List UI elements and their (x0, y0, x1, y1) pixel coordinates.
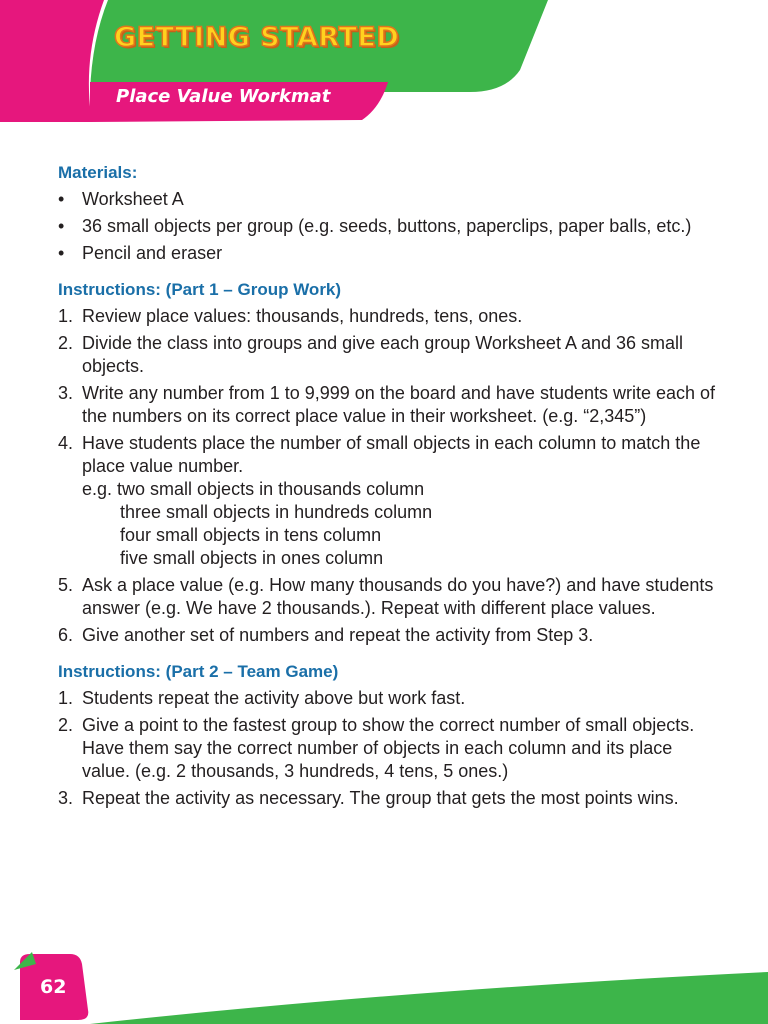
header-banner (0, 0, 768, 130)
page-subtitle: Place Value Workmat (116, 86, 331, 107)
footer-decoration (0, 950, 768, 1024)
list-item: 3. Write any number from 1 to 9,999 on the board and have students write each of the numbers on its correct place value in their worksheet. (e.g. “2,345”) (58, 383, 716, 426)
list-item: 5. Ask a place value (e.g. How many thousands do you have?) and have students answer (e.g. We have 2 thousands.). Repeat with different place values. (58, 575, 714, 618)
page-number: 62 (40, 976, 67, 998)
page-title: GETTING STARTED (114, 22, 400, 53)
list-item: 1. Students repeat the activity above but work fast. (58, 688, 466, 708)
bullet-marker: • (58, 216, 65, 236)
list-item: 2. Give a point to the fastest group to show the correct number of small objects. Have them say the correct number of objects in each column and its place value. (e.g. 2 thousands, 3 hundreds, 4 tens, 5 ones.) (58, 715, 695, 781)
example-line: e.g. two small objects in thousands column (82, 479, 425, 499)
list-item: 6. Give another set of numbers and repeat the activity from Step 3. (58, 625, 594, 645)
example-line: three small objects in hundreds column (120, 502, 433, 522)
example-line: five small objects in ones column (120, 548, 384, 568)
green-footer-wave (90, 972, 768, 1024)
part1-heading: Instructions: (Part 1 – Group Work) (58, 280, 342, 299)
part2-heading: Instructions: (Part 2 – Team Game) (58, 662, 339, 681)
list-item: 2. Divide the class into groups and give each group Worksheet A and 36 small objects. (58, 333, 684, 376)
list-item: • Worksheet A (58, 189, 184, 209)
materials-heading: Materials: (58, 163, 138, 182)
list-item: 1. Review place values: thousands, hundreds, tens, ones. (58, 306, 523, 326)
lesson-content (58, 162, 718, 814)
list-item: • 36 small objects per group (e.g. seeds, buttons, paperclips, paper balls, etc.) (58, 216, 692, 236)
list-item: 3. Repeat the activity as necessary. The group that gets the most points wins. (58, 788, 679, 808)
bullet-marker: • (58, 189, 65, 209)
bullet-marker: • (58, 243, 65, 263)
example-line: four small objects in tens column (120, 525, 382, 545)
list-item: 4. Have students place the number of small objects in each column to match the place value number. e.g. two small objects in thousands column three small objects in hundreds column four small objects in tens column five small objects in ones column (58, 432, 718, 570)
list-item: • Pencil and eraser (58, 243, 223, 263)
magenta-corner-shape (0, 0, 104, 122)
